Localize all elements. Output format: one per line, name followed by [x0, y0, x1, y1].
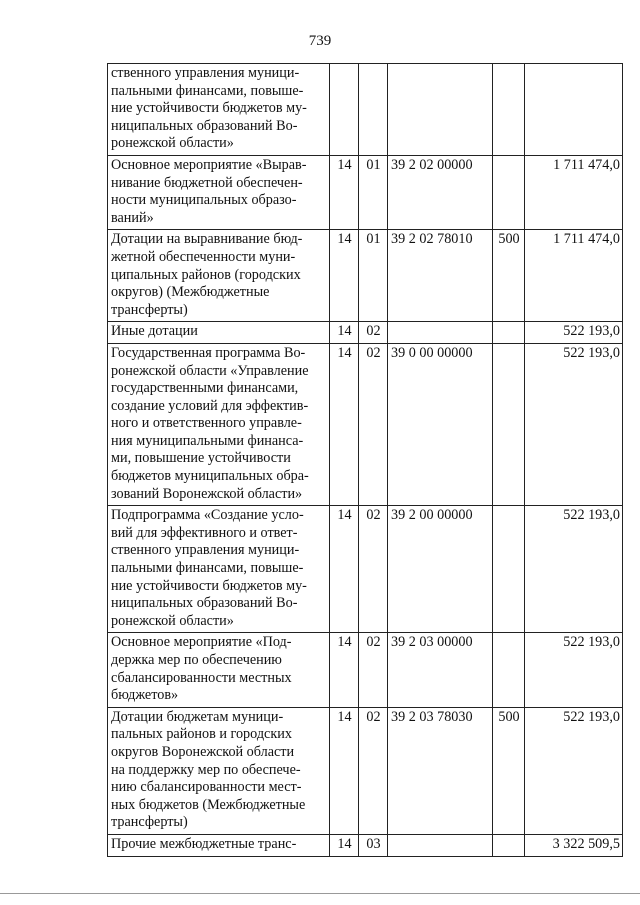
- section-code-cell: 14: [330, 633, 359, 707]
- section-code-cell: 14: [330, 343, 359, 505]
- target-article-code-cell: 39 2 02 00000: [388, 155, 493, 229]
- target-article-code-cell: [388, 834, 493, 856]
- row-name-cell: Прочие межбюджетные транс-: [108, 834, 330, 856]
- target-article-code-cell: 39 2 00 00000: [388, 506, 493, 633]
- table-row: [108, 506, 623, 633]
- subsection-code-cell: 02: [359, 707, 388, 834]
- budget-table: [107, 63, 623, 857]
- page-number: 739: [308, 33, 332, 49]
- expense-type-code-cell: 500: [493, 707, 525, 834]
- expense-type-code-cell: [493, 155, 525, 229]
- target-article-code-cell: 39 2 03 78030: [388, 707, 493, 834]
- row-name-cell: ственного управления муници- пальными финансами, повыше- ние устойчивости бюджетов му- ниципальных образований Во- ронежской области»: [108, 64, 330, 156]
- row-name-cell: Дотации на выравнивание бюд- жетной обеспеченности муни- ципальных районов (городских округов) (Межбюджетные трансферты): [108, 230, 330, 322]
- row-name-cell: Подпрограмма «Создание усло- вий для эффективного и ответ- ственного управления муници- пальными финансами, повыше- ние устойчивости бюджетов му- ниципальных образований Во- ронежской области»: [108, 506, 330, 633]
- subsection-code-cell: 02: [359, 322, 388, 344]
- subsection-code-cell: 02: [359, 343, 388, 505]
- expense-type-code-cell: [493, 343, 525, 505]
- table-row: [108, 834, 623, 856]
- expense-type-code-cell: [493, 506, 525, 633]
- expense-type-code-cell: 500: [493, 230, 525, 322]
- expense-type-code-cell: [493, 322, 525, 344]
- amount-cell: 522 193,0: [525, 633, 623, 707]
- amount-cell: 1 711 474,0: [525, 230, 623, 322]
- subsection-code-cell: 02: [359, 633, 388, 707]
- section-code-cell: [330, 64, 359, 156]
- section-code-cell: 14: [330, 155, 359, 229]
- section-code-cell: 14: [330, 834, 359, 856]
- table-row: [108, 155, 623, 229]
- target-article-code-cell: 39 2 02 78010: [388, 230, 493, 322]
- section-code-cell: 14: [330, 707, 359, 834]
- row-name-cell: Дотации бюджетам муници- пальных районов и городских округов Воронежской области на поддержку мер по обеспече- нию сбалансированности мест- ных бюджетов (Межбюджетные трансферты): [108, 707, 330, 834]
- table-row: [108, 633, 623, 707]
- row-name-cell: Основное мероприятие «Вырав- нивание бюджетной обеспечен- ности муниципальных образо- ваний»: [108, 155, 330, 229]
- subsection-code-cell: 01: [359, 230, 388, 322]
- target-article-code-cell: 39 2 03 00000: [388, 633, 493, 707]
- subsection-code-cell: 01: [359, 155, 388, 229]
- table-row: [108, 64, 623, 156]
- row-name-cell: Иные дотации: [108, 322, 330, 344]
- amount-cell: 522 193,0: [525, 322, 623, 344]
- amount-cell: 522 193,0: [525, 707, 623, 834]
- amount-cell: 1 711 474,0: [525, 155, 623, 229]
- target-article-code-cell: [388, 322, 493, 344]
- row-name-cell: Государственная программа Во- ронежской области «Управление государственными финансами, создание условий для эффектив- ного и ответственного управле- ния муниципальными финанса- ми, повышение устойчивости бюджетов муниципальных обра- зований Воронежской области»: [108, 343, 330, 505]
- expense-type-code-cell: [493, 633, 525, 707]
- table-row: [108, 343, 623, 505]
- subsection-code-cell: [359, 64, 388, 156]
- page-bottom-edge: [0, 893, 640, 894]
- table-row: [108, 707, 623, 834]
- amount-cell: 522 193,0: [525, 506, 623, 633]
- expense-type-code-cell: [493, 64, 525, 156]
- amount-cell: [525, 64, 623, 156]
- table-row: [108, 230, 623, 322]
- section-code-cell: 14: [330, 322, 359, 344]
- amount-cell: 522 193,0: [525, 343, 623, 505]
- row-name-cell: Основное мероприятие «Под- держка мер по обеспечению сбалансированности местных бюджетов»: [108, 633, 330, 707]
- subsection-code-cell: 03: [359, 834, 388, 856]
- amount-cell: 3 322 509,5: [525, 834, 623, 856]
- subsection-code-cell: 02: [359, 506, 388, 633]
- budget-table-body: [108, 64, 623, 857]
- target-article-code-cell: [388, 64, 493, 156]
- table-row: [108, 322, 623, 344]
- target-article-code-cell: 39 0 00 00000: [388, 343, 493, 505]
- expense-type-code-cell: [493, 834, 525, 856]
- section-code-cell: 14: [330, 230, 359, 322]
- section-code-cell: 14: [330, 506, 359, 633]
